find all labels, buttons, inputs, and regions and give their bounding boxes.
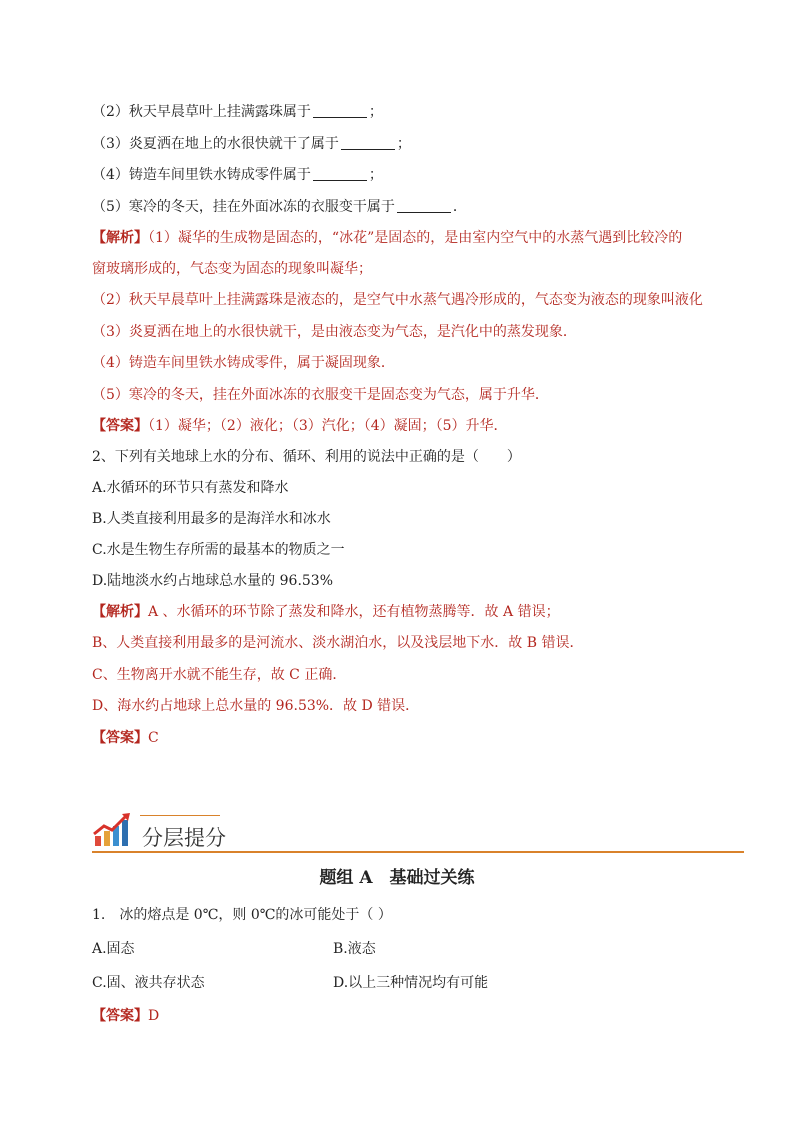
q2-stem: 2、下列有关地球上水的分布、循环、利用的说法中正确的是（ ） <box>92 449 521 465</box>
growth-chart-icon <box>92 812 132 848</box>
q2-option-b: B.人类直接利用最多的是海洋水和冰水 <box>92 511 331 527</box>
answer-blank <box>397 199 451 213</box>
q2-option-a: A.水循环的环节只有蒸发和降水 <box>92 480 289 496</box>
answer-blank <box>341 136 395 150</box>
analysis-1-line-3: （2）秋天早晨草叶上挂满露珠是液态的，是空气中水蒸气遇冷形成的，气态变为液态的现象叫液化 <box>92 292 703 308</box>
q3-option-d: D.以上三种情况均有可能 <box>333 975 489 991</box>
q1-item-3: （3）炎夏洒在地上的水很快就干了属于 ； <box>92 136 411 152</box>
analysis-1-line-6: （5）寒冷的冬天，挂在外面冰冻的衣服变干是固态变为气态，属于升华． <box>92 387 549 403</box>
answer-blank <box>313 167 367 181</box>
section-top-rule <box>140 815 220 816</box>
q1-item-2: （2）秋天早晨草叶上挂满露珠属于 ； <box>92 104 383 120</box>
q3-option-a: A.固态 <box>92 941 135 957</box>
q1-item-4: （4）铸造车间里铁水铸成零件属于 ； <box>92 167 383 183</box>
answer-1: 【答案】（1）凝华；（2）液化；（3）汽化；（4）凝固；（5）升华． <box>92 418 508 434</box>
analysis-1-line-4: （3）炎夏洒在地上的水很快就干，是由液态变为气态，是汽化中的蒸发现象． <box>92 324 577 340</box>
answer-3: 【答案】D <box>92 1008 160 1024</box>
q3-stem: 1. 冰的熔点是 0℃，则 0℃的冰可能处于（ ） <box>92 907 392 923</box>
answer-blank <box>313 104 367 118</box>
analysis-1-line-2: 窗玻璃形成的，气态变为固态的现象叫凝华； <box>92 261 372 277</box>
section-title: 分层提分 <box>142 826 226 850</box>
analysis-2-line-3: C、生物离开水就不能生存，故 C 正确． <box>92 667 347 683</box>
q3-option-c: C.固、液共存状态 <box>92 975 205 991</box>
analysis-1-line-1: 【解析】（1）凝华的生成物是固态的，“冰花”是固态的，是由室内空气中的水蒸气遇到比较冷的 <box>92 230 683 246</box>
q2-option-d: D.陆地淡水约占地球总水量的 96.53% <box>92 573 334 589</box>
analysis-2-line-1: 【解析】A 、水循环的环节除了蒸发和降水，还有植物蒸腾等．故 A 错误； <box>92 604 560 620</box>
group-title: 题组 A 基础过关练 <box>319 868 475 888</box>
q2-option-c: C.水是生物生存所需的最基本的物质之一 <box>92 542 345 558</box>
answer-2: 【答案】C <box>92 730 159 746</box>
q1-item-5: （5）寒冷的冬天，挂在外面冰冻的衣服变干属于 ． <box>92 199 467 215</box>
section-divider <box>92 851 744 853</box>
analysis-1-line-5: （4）铸造车间里铁水铸成零件，属于凝固现象． <box>92 355 395 371</box>
analysis-2-line-2: B、人类直接利用最多的是河流水、淡水湖泊水，以及浅层地下水．故 B 错误． <box>92 635 584 651</box>
analysis-2-line-4: D、海水约占地球上总水量的 96.53%．故 D 错误． <box>92 698 420 714</box>
q3-option-b: B.液态 <box>333 941 376 957</box>
